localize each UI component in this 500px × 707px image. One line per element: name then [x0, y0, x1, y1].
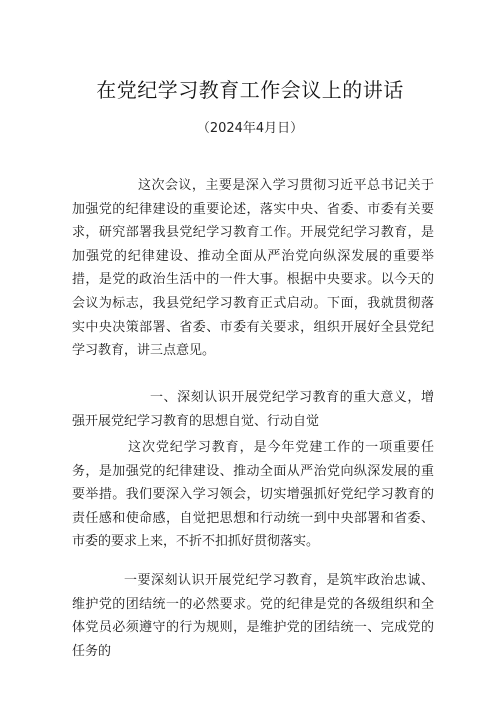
document-date: （2024年4月日） [196, 121, 304, 136]
paragraph-intro: 这次会议，主要是深入学习贯彻习近平总书记关于加强党的纪律建设的重要论述，落实中央、省委、市委有关要求，研究部署我县党纪学习教育工作。开展党纪学习教育，是加强党的纪律建设、推动全面从严治党向纵深发展的重要举措，是党的政治生活中的一件大事。根据中央要求。以今天的会议为标志，我县党纪学习教育正式启动。下面，我就贯彻落实中央决策部署、省委、市委有关要求，组织开展好全县党纪学习教育，讲三点意见。 [72, 178, 434, 359]
section-heading-1: 一、深刻认识开展党纪学习教育的重大意义，增强开展党纪学习教育的思想自觉、行动自觉 [72, 390, 434, 429]
document-title: 在党纪学习教育工作会议上的讲话 [96, 78, 404, 102]
paragraph-point-1: 一要深刻认识开展党纪学习教育，是筑牢政治忠诚、维护党的团结统一的必然要求。党的纪律是党的各级组织和全体党员必须遵守的行为规则，是维护党的团结统一、完成党的任务的 [72, 573, 434, 659]
paragraph-section-1: 这次党纪学习教育，是今年党建工作的一项重要任务，是加强党的纪律建设、推动全面从严治党向纵深发展的重要举措。我们要深入学习领会，切实增强抓好党纪学习教育的责任感和使命感，自觉把思想和行动统一到中央部署和省委、市委的要求上来，不折不扣抓好贯彻落实。 [72, 440, 434, 550]
